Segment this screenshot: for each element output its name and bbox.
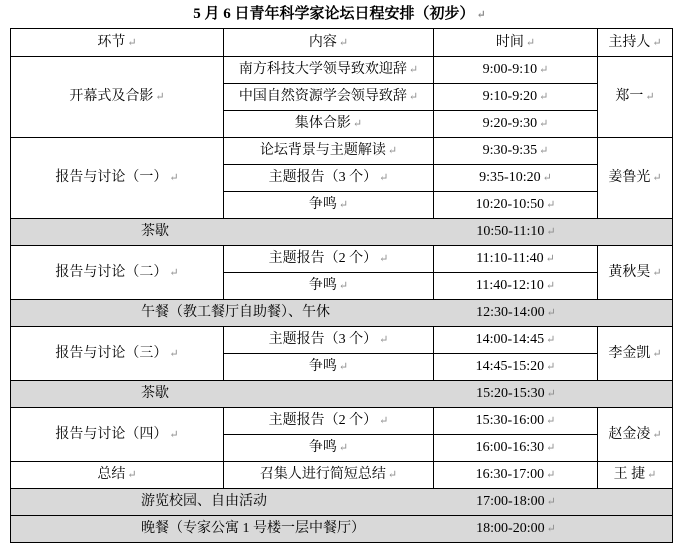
time-label: 9:35-10:20	[479, 170, 541, 186]
paragraph-mark: ↵	[408, 64, 419, 77]
host-cell	[598, 408, 673, 462]
paragraph-mark: ↵	[652, 347, 662, 360]
paragraph-mark: ↵	[652, 172, 662, 185]
stage-label: 报告与讨论（一）	[55, 170, 168, 186]
break-cell	[11, 219, 673, 246]
break-cell	[11, 300, 673, 327]
table-row	[11, 57, 673, 84]
table-row	[11, 462, 673, 489]
content-cell	[224, 138, 434, 165]
paragraph-mark: ↵	[338, 442, 349, 455]
break-time	[434, 521, 598, 536]
content-label: 论坛背景与主题解读	[259, 143, 386, 159]
col-header-label: 环节	[97, 34, 126, 50]
host-cell	[598, 57, 673, 138]
content-cell	[224, 327, 434, 354]
time-cell	[434, 435, 598, 462]
content-label: 争鸣	[308, 278, 337, 294]
paragraph-mark: ↵	[338, 199, 349, 212]
host-cell	[598, 462, 673, 489]
time-cell	[434, 246, 598, 273]
stage-cell	[11, 57, 224, 138]
time-cell	[434, 192, 598, 219]
content-label: 主题报告（2 个）	[268, 413, 378, 429]
content-cell	[224, 111, 434, 138]
stage-label: 报告与讨论（三）	[55, 345, 168, 361]
content-label: 主题报告（3 个）	[268, 332, 378, 348]
content-label: 南方科技大学领导致欢迎辞	[238, 62, 407, 78]
time-label: 15:30-16:00	[475, 413, 545, 429]
paragraph-mark: ↵	[539, 64, 549, 77]
paragraph-mark: ↵	[652, 266, 662, 279]
header-row	[11, 29, 673, 57]
paragraph-mark: ↵	[539, 91, 549, 104]
stage-label: 开幕式及合影	[69, 89, 154, 105]
paragraph-mark: ↵	[545, 253, 555, 266]
host-cell	[598, 246, 673, 300]
time-label: 15:20-15:30	[476, 386, 545, 402]
content-label: 争鸣	[308, 440, 337, 456]
paragraph-mark: ↵	[169, 172, 179, 185]
content-cell	[224, 408, 434, 435]
paragraph-mark: ↵	[379, 253, 389, 266]
table-row	[11, 408, 673, 435]
time-cell	[434, 57, 598, 84]
paragraph-mark: ↵	[169, 266, 179, 279]
host-label: 姜鲁光	[608, 170, 651, 186]
paragraph-mark: ↵	[338, 361, 349, 374]
time-label: 10:20-10:50	[475, 197, 545, 213]
paragraph-mark: ↵	[379, 415, 389, 428]
content-cell	[224, 435, 434, 462]
paragraph-mark: ↵	[542, 172, 552, 185]
paragraph-mark: ↵	[546, 496, 556, 509]
host-label: 郑一	[615, 89, 644, 105]
paragraph-mark: ↵	[169, 347, 179, 360]
content-cell	[224, 273, 434, 300]
stage-cell	[11, 246, 224, 300]
paragraph-mark: ↵	[546, 415, 556, 428]
break-row	[11, 516, 673, 543]
paragraph-mark: ↵	[546, 469, 556, 482]
time-label: 12:30-14:00	[476, 305, 545, 321]
paragraph-mark: ↵	[539, 118, 549, 131]
host-cell	[598, 327, 673, 381]
paragraph-mark: ↵	[476, 9, 486, 21]
page-title-text: 5 月 6 日青年科学家论坛日程安排（初步）	[193, 6, 475, 22]
stage-cell	[11, 408, 224, 462]
host-label: 赵金凌	[608, 426, 651, 442]
break-time	[434, 224, 598, 239]
paragraph-mark: ↵	[338, 36, 349, 49]
break-label: 晚餐（专家公寓 1 号楼一层中餐厅）	[141, 521, 365, 537]
stage-label: 总结	[97, 467, 126, 483]
page-title	[0, 4, 679, 25]
content-label: 主题报告（3 个）	[268, 170, 378, 186]
time-label: 18:00-20:00	[476, 521, 545, 537]
break-time	[434, 386, 598, 401]
stage-cell	[11, 462, 224, 489]
content-label: 争鸣	[308, 197, 337, 213]
table-row	[11, 138, 673, 165]
time-label: 9:30-9:35	[482, 143, 538, 159]
col-header-time	[434, 29, 598, 57]
paragraph-mark: ↵	[645, 91, 655, 104]
host-label: 黄秋昊	[608, 264, 651, 280]
time-cell	[434, 462, 598, 489]
stage-cell	[11, 327, 224, 381]
paragraph-mark: ↵	[546, 199, 556, 212]
break-cell	[11, 516, 673, 543]
break-label: 午餐（教工餐厅自助餐）、午休	[141, 305, 330, 321]
paragraph-mark: ↵	[539, 145, 549, 158]
paragraph-mark: ↵	[379, 172, 389, 185]
content-label: 主题报告（2 个）	[268, 251, 378, 267]
paragraph-mark: ↵	[408, 91, 419, 104]
content-cell	[224, 462, 434, 489]
paragraph-mark: ↵	[379, 334, 389, 347]
col-header-stage	[11, 29, 224, 57]
host-label: 李金凯	[608, 345, 651, 361]
content-label: 集体合影	[294, 116, 351, 132]
break-label: 茶歇	[141, 386, 169, 402]
time-cell	[434, 138, 598, 165]
time-label: 10:50-11:10	[476, 224, 545, 240]
paragraph-mark: ↵	[546, 388, 556, 401]
break-row	[11, 219, 673, 246]
time-label: 11:40-12:10	[475, 278, 544, 294]
content-cell	[224, 354, 434, 381]
time-label: 14:00-14:45	[475, 332, 545, 348]
paragraph-mark: ↵	[338, 280, 349, 293]
stage-cell	[11, 138, 224, 219]
paragraph-mark: ↵	[352, 118, 363, 131]
paragraph-mark: ↵	[155, 91, 165, 104]
break-time	[434, 494, 598, 509]
paragraph-mark: ↵	[546, 226, 556, 239]
time-cell	[434, 408, 598, 435]
paragraph-mark: ↵	[127, 36, 137, 49]
time-label: 16:30-17:00	[475, 467, 545, 483]
paragraph-mark: ↵	[652, 36, 662, 49]
stage-label: 报告与讨论（四）	[55, 426, 168, 442]
paragraph-mark: ↵	[387, 145, 398, 158]
break-row	[11, 489, 673, 516]
stage-label: 报告与讨论（二）	[55, 264, 168, 280]
time-label: 11:10-11:40	[476, 251, 544, 267]
host-label: 王 捷	[613, 467, 646, 483]
time-cell	[434, 84, 598, 111]
content-label: 召集人进行简短总结	[259, 467, 386, 483]
time-label: 16:00-16:30	[475, 440, 545, 456]
col-header-content	[224, 29, 434, 57]
col-header-host	[598, 29, 673, 57]
table-row	[11, 246, 673, 273]
time-label: 9:10-9:20	[482, 89, 538, 105]
break-time	[434, 305, 598, 320]
col-header-label: 主持人	[608, 34, 651, 50]
paragraph-mark: ↵	[546, 442, 556, 455]
break-label: 游览校园、自由活动	[141, 494, 267, 510]
paragraph-mark: ↵	[546, 307, 556, 320]
break-cell	[11, 489, 673, 516]
time-label: 14:45-15:20	[475, 359, 545, 375]
paragraph-mark: ↵	[647, 469, 657, 482]
content-cell	[224, 246, 434, 273]
paragraph-mark: ↵	[169, 428, 179, 441]
table-row	[11, 327, 673, 354]
time-label: 9:20-9:30	[482, 116, 538, 132]
content-label: 中国自然资源学会领导致辞	[238, 89, 407, 105]
paragraph-mark: ↵	[546, 523, 556, 536]
break-row	[11, 300, 673, 327]
paragraph-mark: ↵	[652, 428, 662, 441]
col-header-label: 时间	[495, 34, 524, 50]
content-label: 争鸣	[308, 359, 337, 375]
time-label: 17:00-18:00	[476, 494, 545, 510]
schedule-table	[10, 28, 673, 543]
content-cell	[224, 84, 434, 111]
time-cell	[434, 165, 598, 192]
host-cell	[598, 138, 673, 219]
time-cell	[434, 327, 598, 354]
break-row	[11, 381, 673, 408]
time-cell	[434, 111, 598, 138]
break-label: 茶歇	[141, 224, 169, 240]
time-label: 9:00-9:10	[482, 62, 538, 78]
paragraph-mark: ↵	[127, 469, 137, 482]
paragraph-mark: ↵	[546, 334, 556, 347]
time-cell	[434, 273, 598, 300]
content-cell	[224, 192, 434, 219]
break-cell	[11, 381, 673, 408]
time-cell	[434, 354, 598, 381]
col-header-label: 内容	[308, 34, 337, 50]
paragraph-mark: ↵	[546, 361, 556, 374]
content-cell	[224, 165, 434, 192]
paragraph-mark: ↵	[525, 36, 536, 49]
content-cell	[224, 57, 434, 84]
paragraph-mark: ↵	[545, 280, 556, 293]
paragraph-mark: ↵	[387, 469, 398, 482]
